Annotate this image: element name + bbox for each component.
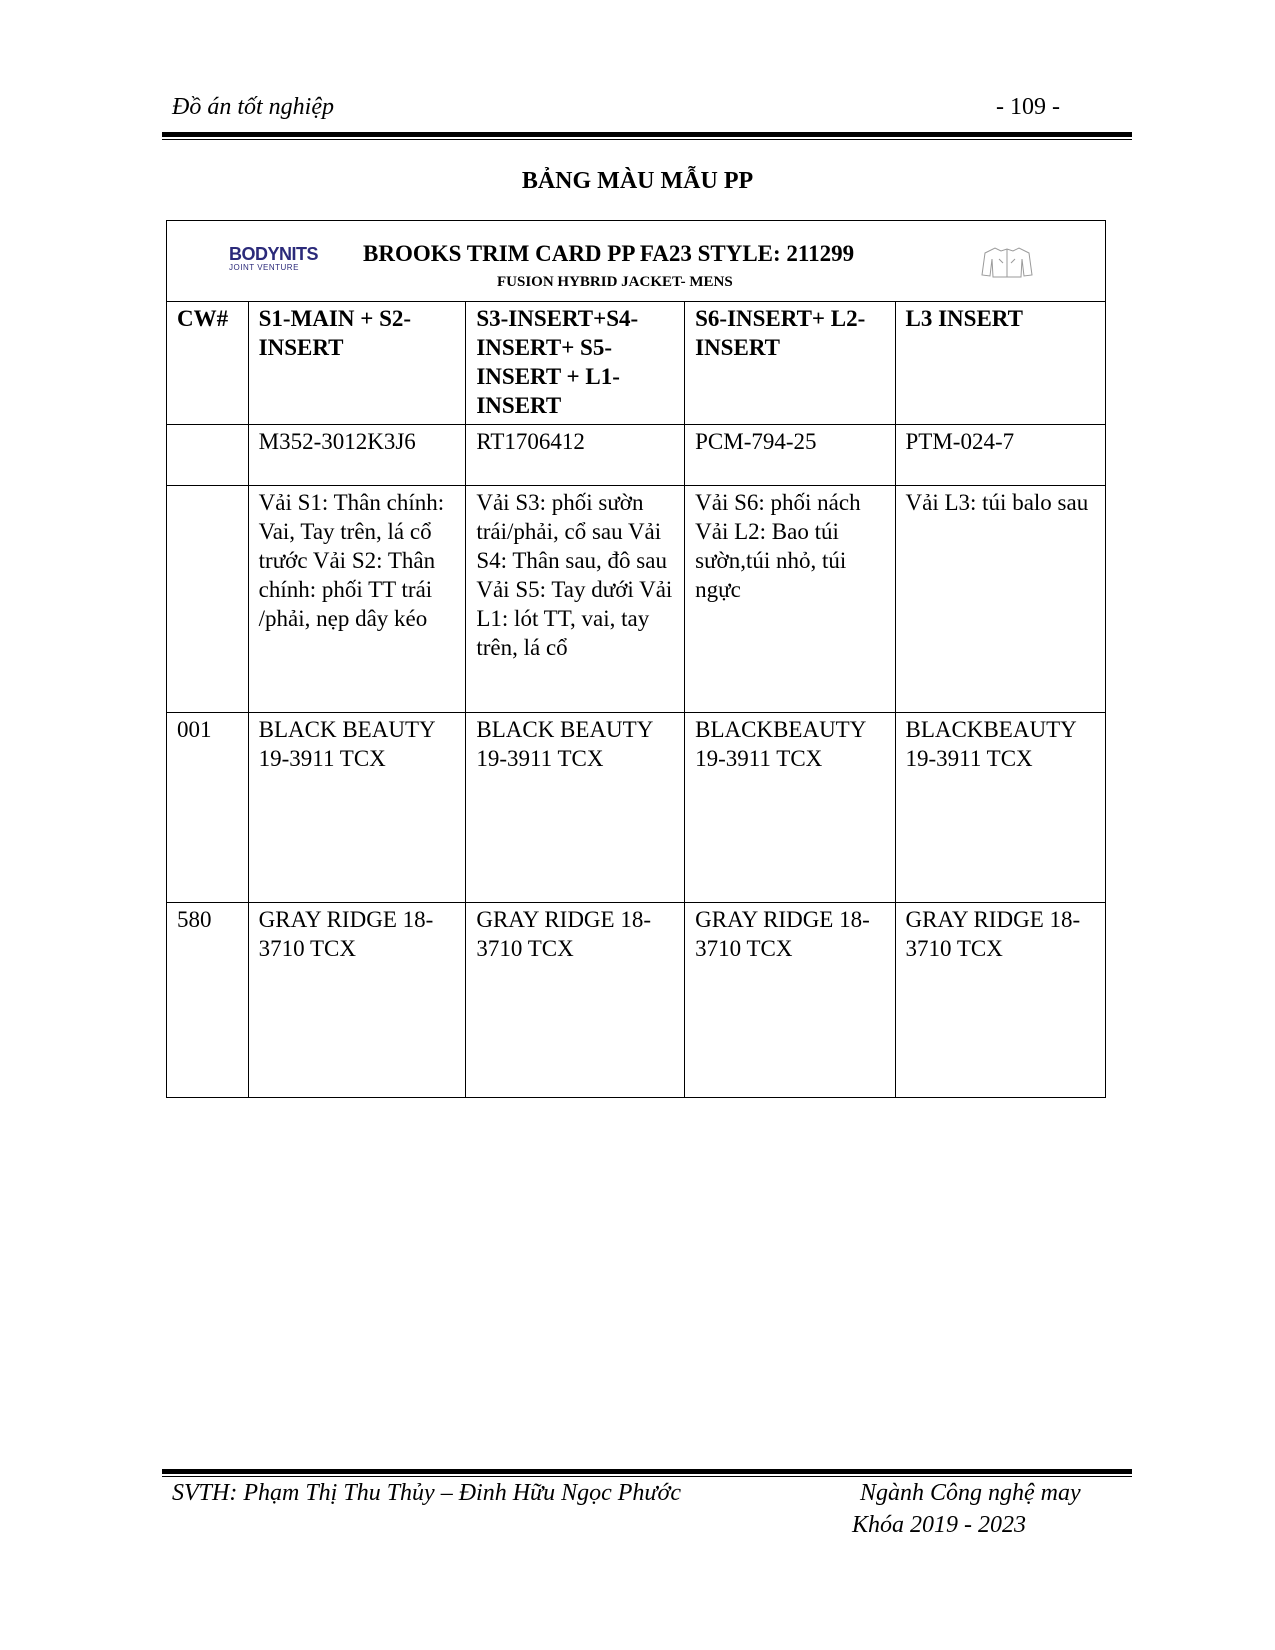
- header-title: Đồ án tốt nghiệp: [172, 94, 334, 120]
- color-cell: GRAY RIDGE 18-3710 TCX: [895, 903, 1105, 1098]
- page-number: - 109 -: [996, 94, 1060, 120]
- header-cell: S6-INSERT+ L2-INSERT: [685, 302, 895, 425]
- table-cell: [167, 425, 249, 486]
- trim-card-banner: [167, 221, 1106, 302]
- table-row: [167, 713, 1106, 903]
- footer-rule-thin: [162, 1476, 1132, 1477]
- logo-sub-text: JOINT VENTURE: [229, 263, 299, 272]
- colorway-code-cell: 001: [167, 713, 249, 903]
- footer-authors: SVTH: Phạm Thị Thu Thủy – Đinh Hữu Ngọc Phước: [172, 1480, 681, 1506]
- trim-card-table: [166, 220, 1106, 1098]
- jacket-sketch-icon: [977, 245, 1037, 279]
- trim-card-subtitle: FUSION HYBRID JACKET- MENS: [497, 274, 733, 290]
- header-cell-cw: CW#: [167, 302, 249, 425]
- color-cell: GRAY RIDGE 18-3710 TCX: [685, 903, 895, 1098]
- fabric-code-cell: M352-3012K3J6: [248, 425, 466, 486]
- color-cell: BLACKBEAUTY 19-3911 TCX: [685, 713, 895, 903]
- header-cell: S1-MAIN + S2-INSERT: [248, 302, 466, 425]
- color-cell: GRAY RIDGE 18-3710 TCX: [466, 903, 685, 1098]
- header-rule-thin: [162, 139, 1132, 140]
- page-header: [172, 94, 1090, 130]
- footer-cohort: Khóa 2019 - 2023: [852, 1512, 1026, 1538]
- fabric-description-cell: Vải S6: phối nách Vải L2: Bao túi sườn,túi nhỏ, túi ngực: [685, 486, 895, 713]
- document-title: BẢNG MÀU MẪU PP: [521, 168, 754, 194]
- colorway-code-cell: 580: [167, 903, 249, 1098]
- header-cell: S3-INSERT+S4-INSERT+ S5-INSERT + L1-INSERT: [466, 302, 685, 425]
- fabric-code-cell: PCM-794-25: [685, 425, 895, 486]
- bodynits-logo-icon: [229, 244, 319, 275]
- trim-card-title: BROOKS TRIM CARD PP FA23 STYLE: 211299: [363, 241, 855, 266]
- logo-brand-text: BODYNITS: [229, 244, 319, 264]
- header-cell: L3 INSERT: [895, 302, 1105, 425]
- table-cell: [167, 486, 249, 713]
- fabric-code-cell: RT1706412: [466, 425, 685, 486]
- fabric-code-row: [167, 425, 1106, 486]
- color-cell: BLACKBEAUTY 19-3911 TCX: [895, 713, 1105, 903]
- color-cell: BLACK BEAUTY 19-3911 TCX: [248, 713, 466, 903]
- footer-rule-thick: [162, 1469, 1132, 1474]
- color-cell: BLACK BEAUTY 19-3911 TCX: [466, 713, 685, 903]
- fabric-description-cell: Vải S3: phối sườn trái/phải, cổ sau Vải S4: Thân sau, đô sau Vải S5: Tay dưới Vải L1: lót TT, vai, tay trên, lá cổ: [466, 486, 685, 713]
- fabric-description-cell: Vải S1: Thân chính: Vai, Tay trên, lá cổ trước Vải S2: Thân chính: phối TT trái /phải, nẹp dây kéo: [248, 486, 466, 713]
- fabric-description-cell: Vải L3: túi balo sau: [895, 486, 1105, 713]
- footer-major: Ngành Công nghệ may: [860, 1480, 1081, 1506]
- fabric-code-cell: PTM-024-7: [895, 425, 1105, 486]
- banner-row: [167, 221, 1106, 302]
- table-header-row: [167, 302, 1106, 425]
- fabric-description-row: [167, 486, 1106, 713]
- table-row: [167, 903, 1106, 1098]
- header-rule-thick: [162, 132, 1132, 137]
- color-cell: GRAY RIDGE 18-3710 TCX: [248, 903, 466, 1098]
